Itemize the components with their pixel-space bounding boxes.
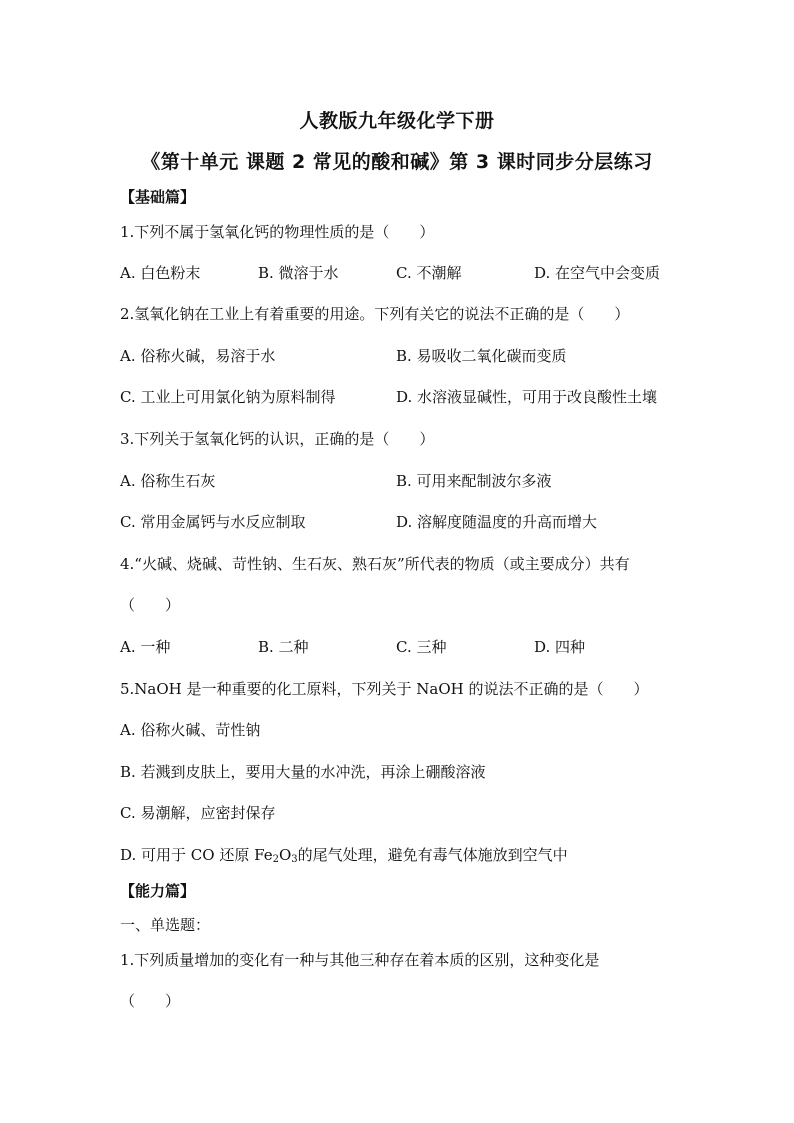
- question-stem: 5.NaOH 是一种重要的化工原料，下列关于 NaOH 的说法不正确的是（ ）: [120, 680, 649, 698]
- section-heading-basic: 【基础篇】: [120, 188, 196, 206]
- option-b: B. 易吸收二氧化碳而变质: [396, 347, 567, 365]
- question-stem-continued: （ ）: [120, 992, 181, 1010]
- document-subtitle: 《第十单元 课题 2 常见的酸和碱》第 3 课时同步分层练习: [141, 151, 653, 173]
- option-b: B. 可用来配制波尔多液: [396, 472, 552, 490]
- subscript-3: 3: [291, 854, 298, 865]
- option-a: A. 白色粉末: [120, 264, 201, 282]
- document-title: 人教版九年级化学下册: [299, 110, 495, 132]
- option-d: D. 四种: [534, 638, 586, 656]
- option-b: B. 二种: [258, 638, 309, 656]
- option-d-text-end: 的尾气处理，避免有毒气体施放到空气中: [297, 846, 568, 864]
- section-heading-ability: 【能力篇】: [120, 882, 196, 900]
- option-a: A. 俗称生石灰: [120, 472, 216, 490]
- option-c: C. 易潮解，应密封保存: [120, 804, 276, 822]
- subscript-2: 2: [272, 854, 279, 865]
- option-c: C. 三种: [396, 638, 447, 656]
- option-d: D. 水溶液显碱性，可用于改良酸性土壤: [396, 388, 658, 406]
- option-d-oxygen: O: [278, 846, 292, 864]
- question-stem: 4.“火碱、烧碱、苛性钠、生石灰、熟石灰”所代表的物质（或主要成分）共有: [120, 555, 630, 573]
- option-d: D. 在空气中会变质: [534, 264, 661, 282]
- question-stem: 1.下列质量增加的变化有一种与其他三种存在着本质的区别，这种变化是: [120, 951, 600, 969]
- option-c: C. 常用金属钙与水反应制取: [120, 513, 306, 531]
- option-d: D. 溶解度随温度的升高而增大: [396, 513, 598, 531]
- option-d: [120, 845, 568, 865]
- option-c: C. 不潮解: [396, 264, 462, 282]
- option-b: B. 若溅到皮肤上，要用大量的水冲洗，再涂上硼酸溶液: [120, 763, 486, 781]
- question-stem-continued: （ ）: [120, 596, 181, 614]
- option-a: A. 俗称火碱、苛性钠: [120, 721, 261, 739]
- option-a: A. 一种: [120, 638, 171, 656]
- question-stem: 2.氢氧化钠在工业上有着重要的用途。下列有关它的说法不正确的是（ ）: [120, 305, 630, 323]
- question-stem: 1.下列不属于氢氧化钙的物理性质的是（ ）: [120, 223, 435, 241]
- option-d-text-start: D. 可用于 CO 还原 Fe: [120, 846, 273, 864]
- question-stem: 3.下列关于氢氧化钙的认识，正确的是（ ）: [120, 430, 435, 448]
- option-c: C. 工业上可用氯化钠为原料制得: [120, 388, 336, 406]
- option-b: B. 微溶于水: [258, 264, 339, 282]
- option-a: A. 俗称火碱，易溶于水: [120, 347, 276, 365]
- subsection-heading: 一、单选题：: [120, 916, 211, 934]
